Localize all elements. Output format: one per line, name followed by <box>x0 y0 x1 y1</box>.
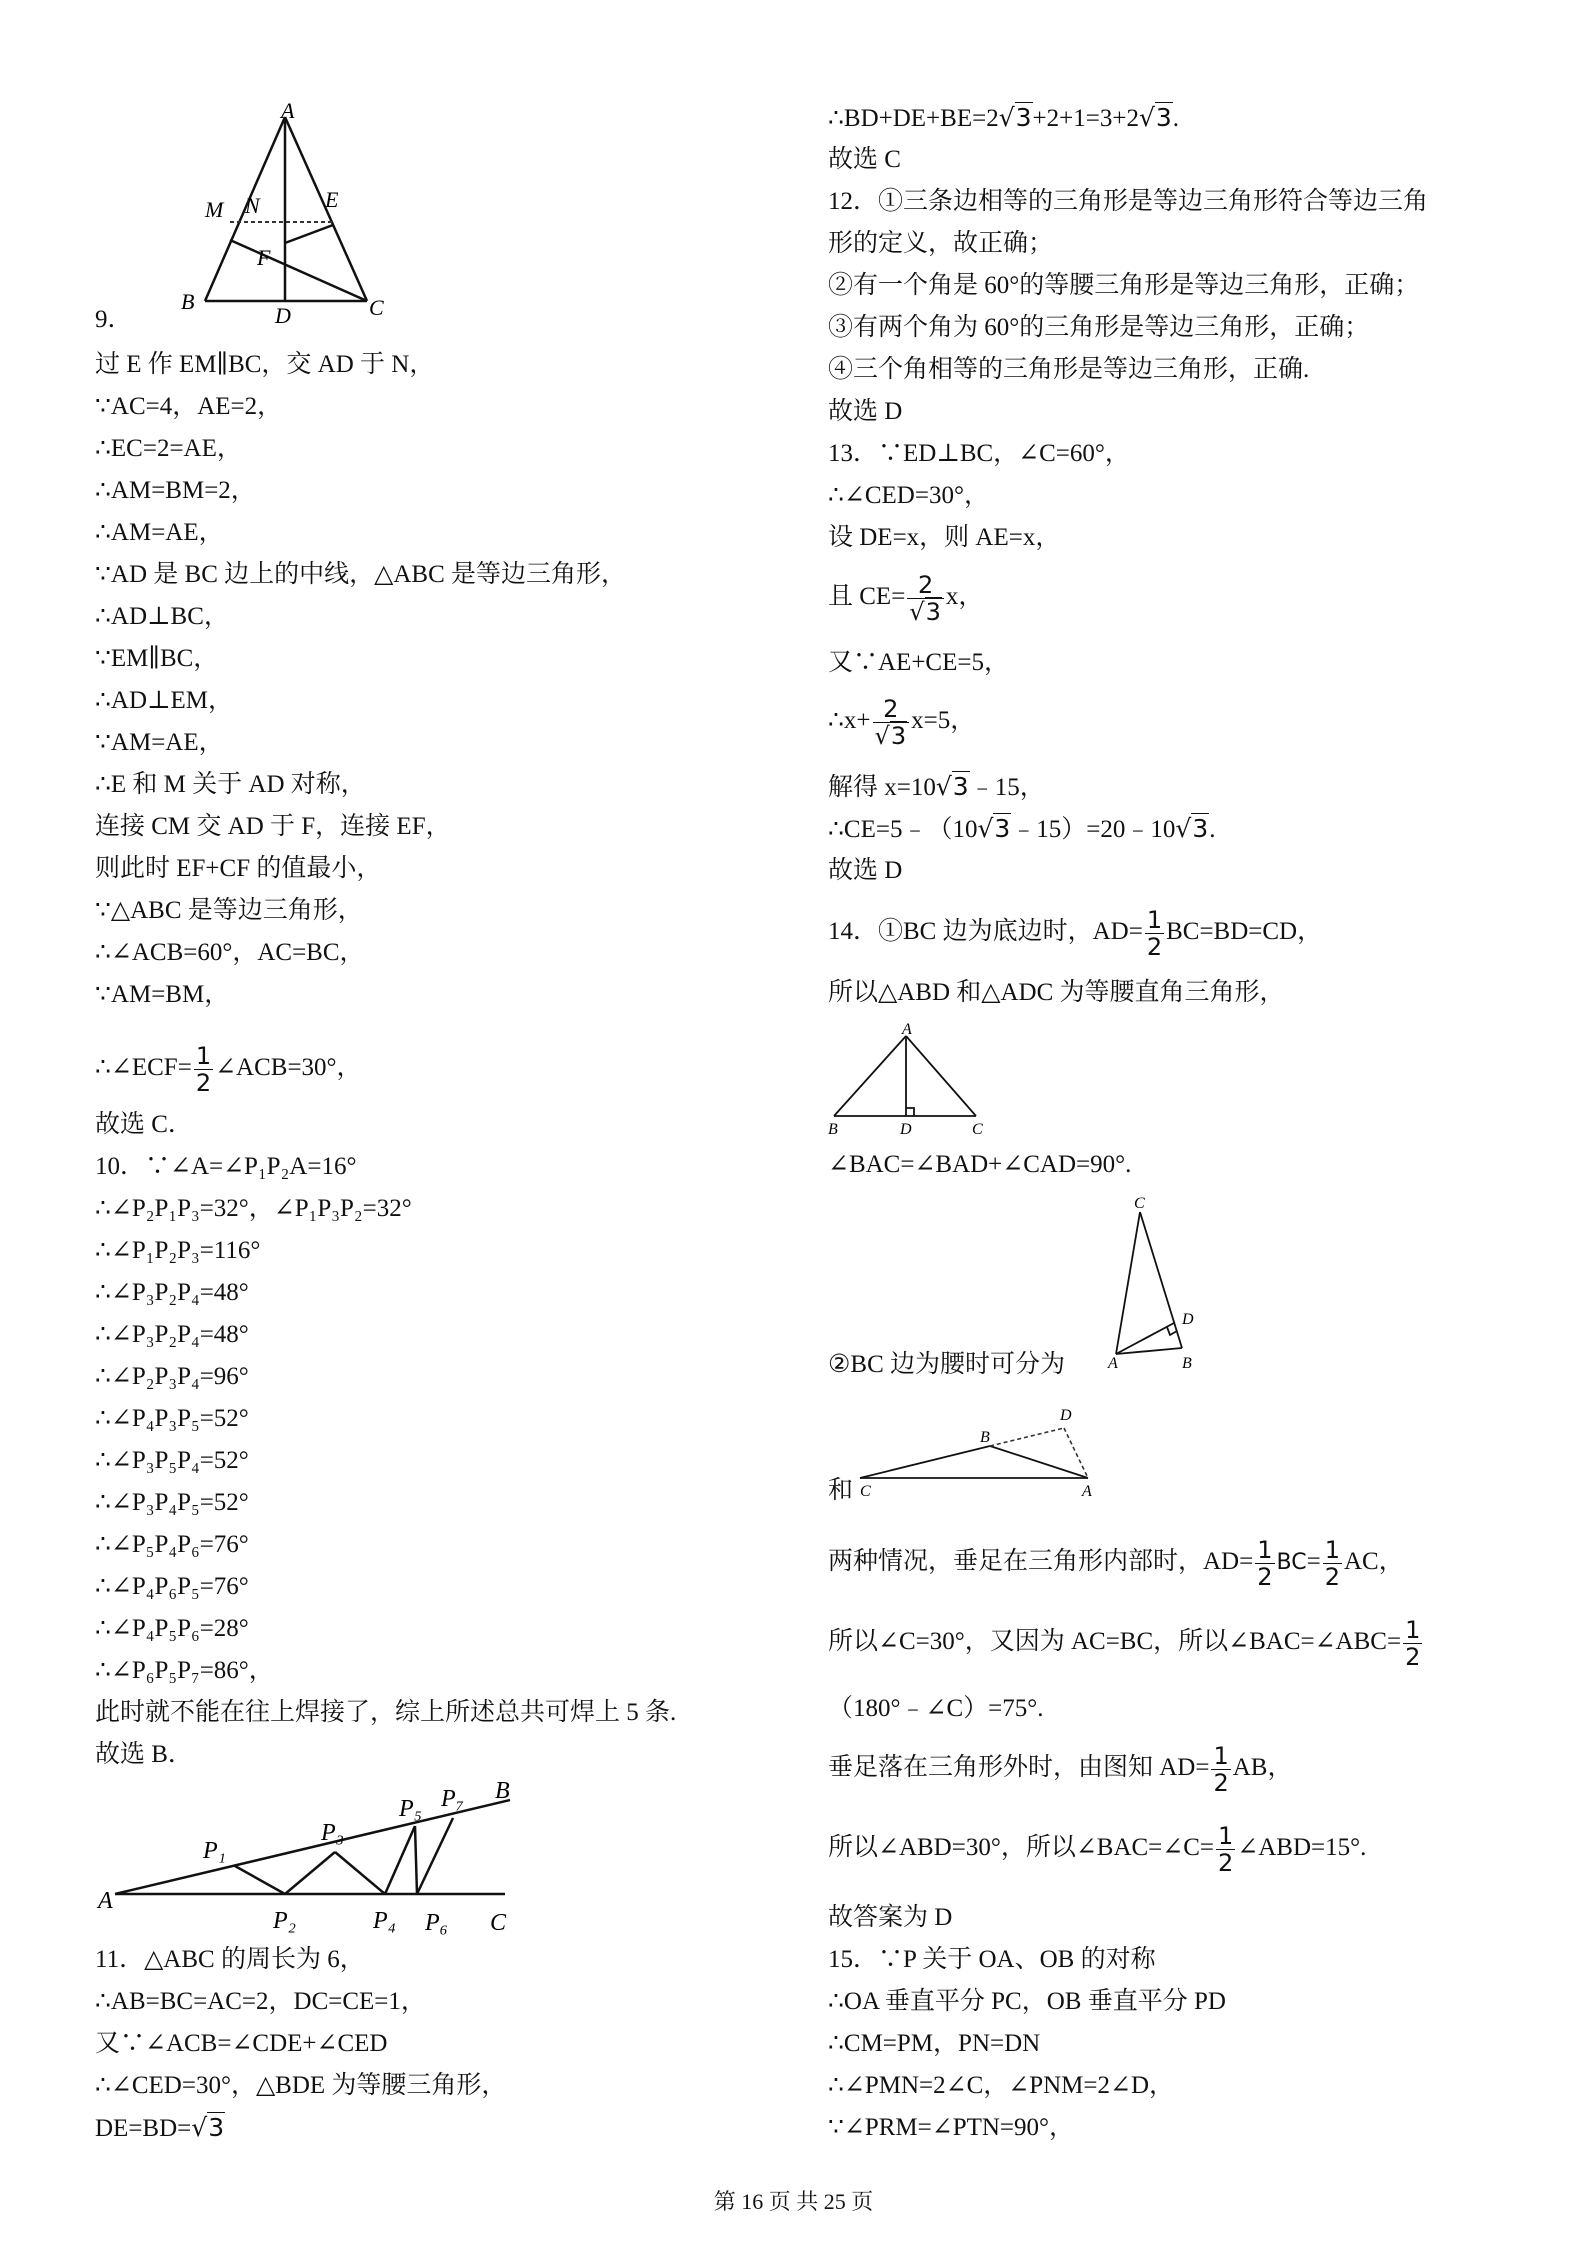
q10-line-12: ∴∠P₄P₅P₆=28° <box>95 1615 249 1642</box>
q9-line-15: ∴∠ACB=60°，AC=BC， <box>95 939 365 966</box>
radical-sign: √ <box>977 814 994 843</box>
radical-sign: √ <box>191 2113 208 2142</box>
q9-line-4: ∴AM=BM=2， <box>95 477 256 504</box>
fraction-half <box>194 1043 213 1096</box>
q15-line-3: ∴CM=PM，PN=DN <box>828 2030 1041 2057</box>
radical-sign: √ <box>1138 103 1155 132</box>
fraction-numerator: 2 <box>907 572 944 599</box>
q10-line-14: 此时就不能在往上焊接了，综上所述总共可焊上 5 条. <box>95 1699 677 1726</box>
q14-line-7: （180°﹣∠C）=75°. <box>828 1695 1044 1722</box>
fig9-label-n: N <box>245 193 260 218</box>
q13-sum: 又∵AE+CE=5， <box>828 649 1009 676</box>
q9-line-2: ∵AC=4，AE=2， <box>95 393 283 420</box>
fig14b-label-a: A <box>1108 1355 1118 1372</box>
fraction-2-sqrt3 <box>907 572 944 625</box>
q10-line-13: ∴∠P₆P₅P₇=86°， <box>95 1657 274 1684</box>
q12-line-6: 故选 D <box>828 398 903 425</box>
fraction-denominator: 2 <box>1146 932 1163 961</box>
radical-sign: √ <box>935 772 952 801</box>
q15-line-5: ∵∠PRM=∠PTN=90°， <box>828 2114 1075 2141</box>
fraction-denominator: 2 <box>195 1068 212 1097</box>
sqrt-3 <box>936 771 970 801</box>
q14-l5-bc: BC <box>1276 1550 1307 1575</box>
figure-q14-inner-altitude <box>1110 1192 1240 1382</box>
fig9-label-c: C <box>369 295 384 320</box>
q13-ce2-mid: ﹣15）=20﹣10 <box>1011 816 1176 843</box>
fig9-label-a: A <box>281 98 295 123</box>
fig9-label-b: B <box>181 289 195 314</box>
q10-line-5: ∴∠P₃P₂P₄=48° <box>95 1321 249 1348</box>
fraction-half <box>1255 1537 1274 1590</box>
fraction-denominator: 2 <box>1257 1562 1273 1591</box>
q9-line-8: ∵EM∥BC， <box>95 645 219 672</box>
r1-pre: ∴BD+DE+BE=2 <box>828 105 999 132</box>
radicand: 3 <box>994 814 1011 843</box>
fraction-half <box>1145 907 1164 960</box>
q10-line-1: 10．∵∠A=∠P₁P₂A=16° <box>95 1153 357 1180</box>
q13-solve <box>828 772 1045 802</box>
sqrt-3 <box>999 102 1033 132</box>
fraction-numerator: 1 <box>195 1041 212 1070</box>
q12-line-2: 形的定义，故正确； <box>828 230 1054 257</box>
radical-sign: √ <box>1175 814 1192 843</box>
q9-line-11: ∴E 和 M 关于 AD 对称， <box>95 771 366 798</box>
q11-line-2: ∴AB=BC=AC=2，DC=CE=1， <box>95 1988 426 2015</box>
fig10-label-p7: P₇ <box>441 1786 465 1812</box>
q13-ce-pre: 且 CE= <box>828 583 906 610</box>
q11-last-pre: DE=BD= <box>95 2115 192 2142</box>
fig10-label-p5: P₅ <box>399 1796 423 1822</box>
q11-line-1: 11．△ABC 的周长为 6， <box>95 1946 365 1973</box>
q12-line-4: ③有两个角为 60°的三角形是等边三角形，正确； <box>828 314 1370 341</box>
fraction-denominator <box>907 599 944 625</box>
q14-line-9 <box>828 1820 1366 1876</box>
q9-line-14: ∵△ABC 是等边三角形， <box>95 897 363 924</box>
q10-line-10: ∴∠P₅P₄P₆=76° <box>95 1531 249 1558</box>
r2-line: 故选 C <box>828 146 901 173</box>
fig10-label-p4: P₄ <box>373 1908 397 1934</box>
q13-ce-post: x， <box>945 583 984 610</box>
q13-solve-post: ﹣15， <box>969 774 1045 801</box>
fig9-label-m: M <box>205 197 224 222</box>
q14-post: BC=BD=CD， <box>1166 918 1323 945</box>
q14-l9-pre: 所以∠ABD=30°，所以∠BAC=∠C= <box>828 1834 1214 1861</box>
q11-line-5 <box>95 2113 225 2143</box>
q10-line-3: ∴∠P₁P₂P₃=116° <box>95 1237 261 1264</box>
q9-line-1: 过 E 作 EM∥BC，交 AD 于 N， <box>95 351 435 378</box>
q13-line-2: ∴∠CED=30°， <box>828 482 989 509</box>
fig14b-label-d: D <box>1182 1311 1194 1328</box>
q14-line-4: ②BC 边为腰时可分为 <box>828 1351 1066 1378</box>
fraction-denominator: 2 <box>1213 1768 1229 1797</box>
q14-l8-post: AB， <box>1232 1754 1293 1781</box>
fig14c-label-d: D <box>1060 1407 1072 1424</box>
q10-line-2: ∴∠P₂P₁P₃=32°，∠P₁P₃P₂=32° <box>95 1195 412 1222</box>
q9-ecf-pre: ∴∠ECF= <box>95 1054 192 1081</box>
q11-line-3: 又∵∠ACB=∠CDE+∠CED <box>95 2030 388 2057</box>
fig10-label-p2: P₂ <box>273 1908 297 1934</box>
figure-q9-triangle <box>135 98 384 328</box>
fig14b-label-c: C <box>1134 1195 1145 1212</box>
q9-number: 9． <box>95 306 133 333</box>
q13-eq-post: x=5， <box>911 707 976 734</box>
q10-line-8: ∴∠P₃P₅P₄=52° <box>95 1447 249 1474</box>
q12-line-5: ④三个角相等的三角形是等边三角形，正确. <box>828 356 1310 383</box>
q9-line-16: ∵AM=BM， <box>95 981 230 1008</box>
fig14c-label-b: B <box>980 1429 990 1446</box>
q14-line-8 <box>828 1740 1292 1796</box>
fig10-label-b: B <box>495 1778 510 1804</box>
fraction-denominator: 2 <box>1405 1642 1421 1671</box>
q12-line-3: ②有一个角是 60°的等腰三角形是等边三角形，正确； <box>828 272 1420 299</box>
q14-line-2: 所以△ABD 和△ADC 为等腰直角三角形， <box>828 979 1285 1006</box>
radicand: 3 <box>1192 814 1209 843</box>
fig14a-label-a: A <box>902 1021 912 1038</box>
q15-line-1: 15．∵P 关于 OA、OB 的对称 <box>828 1946 1156 1973</box>
radical-sign: √ <box>998 103 1015 132</box>
radicand: 3 <box>1155 103 1172 132</box>
q13-solve-pre: 解得 x=10 <box>828 774 936 801</box>
fig14a-label-d: D <box>900 1121 912 1138</box>
page-footer: 第 16 页 共 25 页 <box>713 2189 874 2214</box>
sqrt-3 <box>977 813 1011 843</box>
fraction-2-sqrt3 <box>873 696 910 749</box>
q15-line-4: ∴∠PMN=2∠C，∠PNM=2∠D， <box>828 2072 1174 2099</box>
figure-q14-outer-altitude <box>856 1398 1116 1498</box>
fig10-label-a: A <box>98 1888 113 1914</box>
q9-line-10: ∵AM=AE， <box>95 729 224 756</box>
q13-ce2-pre: ∴CE=5﹣（10 <box>828 816 978 843</box>
fig9-label-f: F <box>257 245 271 270</box>
fig14a-label-c: C <box>972 1121 983 1138</box>
q13-ce2-post: . <box>1209 816 1216 843</box>
fraction-numerator: 1 <box>1146 905 1163 934</box>
q14-answer: 故答案为 D <box>828 1904 953 1931</box>
q9-line-9: ∴AD⊥EM， <box>95 687 234 714</box>
fig9-label-e: E <box>325 187 339 212</box>
sqrt-3 <box>191 2112 225 2142</box>
r1-line <box>828 103 1179 133</box>
q14-l5-post: AC， <box>1343 1548 1404 1575</box>
fraction-numerator: 1 <box>1405 1615 1421 1644</box>
q13-ce2 <box>828 814 1216 844</box>
q13-ce-line <box>828 566 983 628</box>
q9-ecf-line <box>95 1040 362 1096</box>
radical-sign: √ <box>909 597 925 626</box>
fig14b-label-b: B <box>1182 1355 1192 1372</box>
q14-line-1 <box>828 904 1322 960</box>
q9-line-12: 连接 CM 交 AD 于 F，连接 EF， <box>95 813 451 840</box>
fraction-numerator: 1 <box>1257 1535 1273 1564</box>
r1-post: . <box>1172 105 1180 132</box>
fraction-numerator: 2 <box>873 696 910 723</box>
q14-line-6 <box>828 1614 1424 1670</box>
fig14c-label-a: A <box>1082 1483 1092 1500</box>
q13-eq-pre: ∴x+ <box>828 707 871 734</box>
q10-line-15: 故选 B． <box>95 1741 193 1768</box>
q10-line-11: ∴∠P₄P₆P₅=76° <box>95 1573 249 1600</box>
fig10-label-p6: P₆ <box>425 1910 449 1936</box>
fraction-denominator <box>873 723 910 749</box>
radicand: 3 <box>925 597 941 626</box>
fraction-numerator: 1 <box>1213 1741 1229 1770</box>
radicand: 3 <box>952 772 969 801</box>
figure-q14-right-isosceles <box>828 1022 988 1142</box>
radicand: 3 <box>208 2113 225 2142</box>
q14-line-3: ∠BAC=∠BAD+∠CAD=90°. <box>828 1151 1132 1178</box>
q9-ecf-post: ∠ACB=30°， <box>215 1054 362 1081</box>
fraction-denominator: 2 <box>1324 1562 1340 1591</box>
q11-line-4: ∴∠CED=30°，△BDE 为等腰三角形， <box>95 2072 507 2099</box>
radicand: 3 <box>1015 103 1032 132</box>
fig10-label-p3: P₃ <box>321 1820 345 1846</box>
fraction-numerator: 1 <box>1218 1821 1234 1850</box>
q10-line-6: ∴∠P₂P₃P₄=96° <box>95 1363 249 1390</box>
fraction-numerator: 1 <box>1324 1535 1340 1564</box>
figure-q10-angle <box>95 1770 535 1940</box>
q9-line-5: ∴AM=AE， <box>95 519 224 546</box>
q9-line-7: ∴AD⊥BC， <box>95 603 229 630</box>
fig14a-label-b: B <box>828 1121 838 1138</box>
fraction-denominator: 2 <box>1218 1848 1234 1877</box>
q13-line-1: 13．∵ED⊥BC，∠C=60°， <box>828 440 1130 467</box>
q14-l9-post: ∠ABD=15°. <box>1237 1834 1367 1861</box>
q9-line-6: ∵AD 是 BC 边上的中线，△ABC 是等边三角形， <box>95 561 626 588</box>
sqrt-3 <box>1139 102 1173 132</box>
q13-line-3: 设 DE=x，则 AE=x， <box>828 524 1061 551</box>
q9-line-13: 则此时 EF+CF 的值最小， <box>95 855 382 882</box>
q9-answer: 故选 C． <box>95 1111 193 1138</box>
q14-line-5: 两种情况，垂足在三角形内部时，AD= $\frac{1}{2}$ BC= $\frac{1}{2}$ AC， <box>828 1535 1404 1591</box>
fraction-half <box>1403 1617 1422 1670</box>
fraction-half <box>1211 1743 1230 1796</box>
q12-line-1: 12．①三条边相等的三角形是等边三角形符合等边三角 <box>828 188 1429 215</box>
q14-pre: 14．①BC 边为底边时，AD= <box>828 918 1143 945</box>
fig14c-label-c: C <box>860 1483 871 1500</box>
fig10-label-p1: P₁ <box>203 1838 227 1864</box>
q13-answer: 故选 D <box>828 857 903 884</box>
q14-l8-pre: 垂足落在三角形外时，由图知 AD= <box>828 1754 1210 1781</box>
q10-line-4: ∴∠P₃P₂P₄=48° <box>95 1279 249 1306</box>
q10-line-9: ∴∠P₃P₄P₅=52° <box>95 1489 249 1516</box>
radical-sign: √ <box>874 721 890 750</box>
sqrt-3 <box>1175 813 1209 843</box>
q9-line-3: ∴EC=2=AE， <box>95 435 242 462</box>
q13-eq-line <box>828 690 975 752</box>
r1-mid: +2+1=3+2 <box>1032 105 1139 132</box>
q14-l5-pre: 两种情况，垂足在三角形内部时，AD= <box>828 1548 1254 1575</box>
fraction-half <box>1216 1823 1235 1876</box>
q14-he: 和 <box>828 1477 854 1504</box>
fig10-label-c: C <box>490 1910 507 1936</box>
fig9-label-d: D <box>275 303 291 328</box>
q10-line-7: ∴∠P₄P₃P₅=52° <box>95 1405 249 1432</box>
fraction-half <box>1323 1537 1342 1590</box>
q15-line-2: ∴OA 垂直平分 PC，OB 垂直平分 PD <box>828 1988 1226 2015</box>
q14-l6-pre: 所以∠C=30°，又因为 AC=BC，所以∠BAC=∠ABC= <box>828 1628 1402 1655</box>
radicand: 3 <box>890 721 907 750</box>
